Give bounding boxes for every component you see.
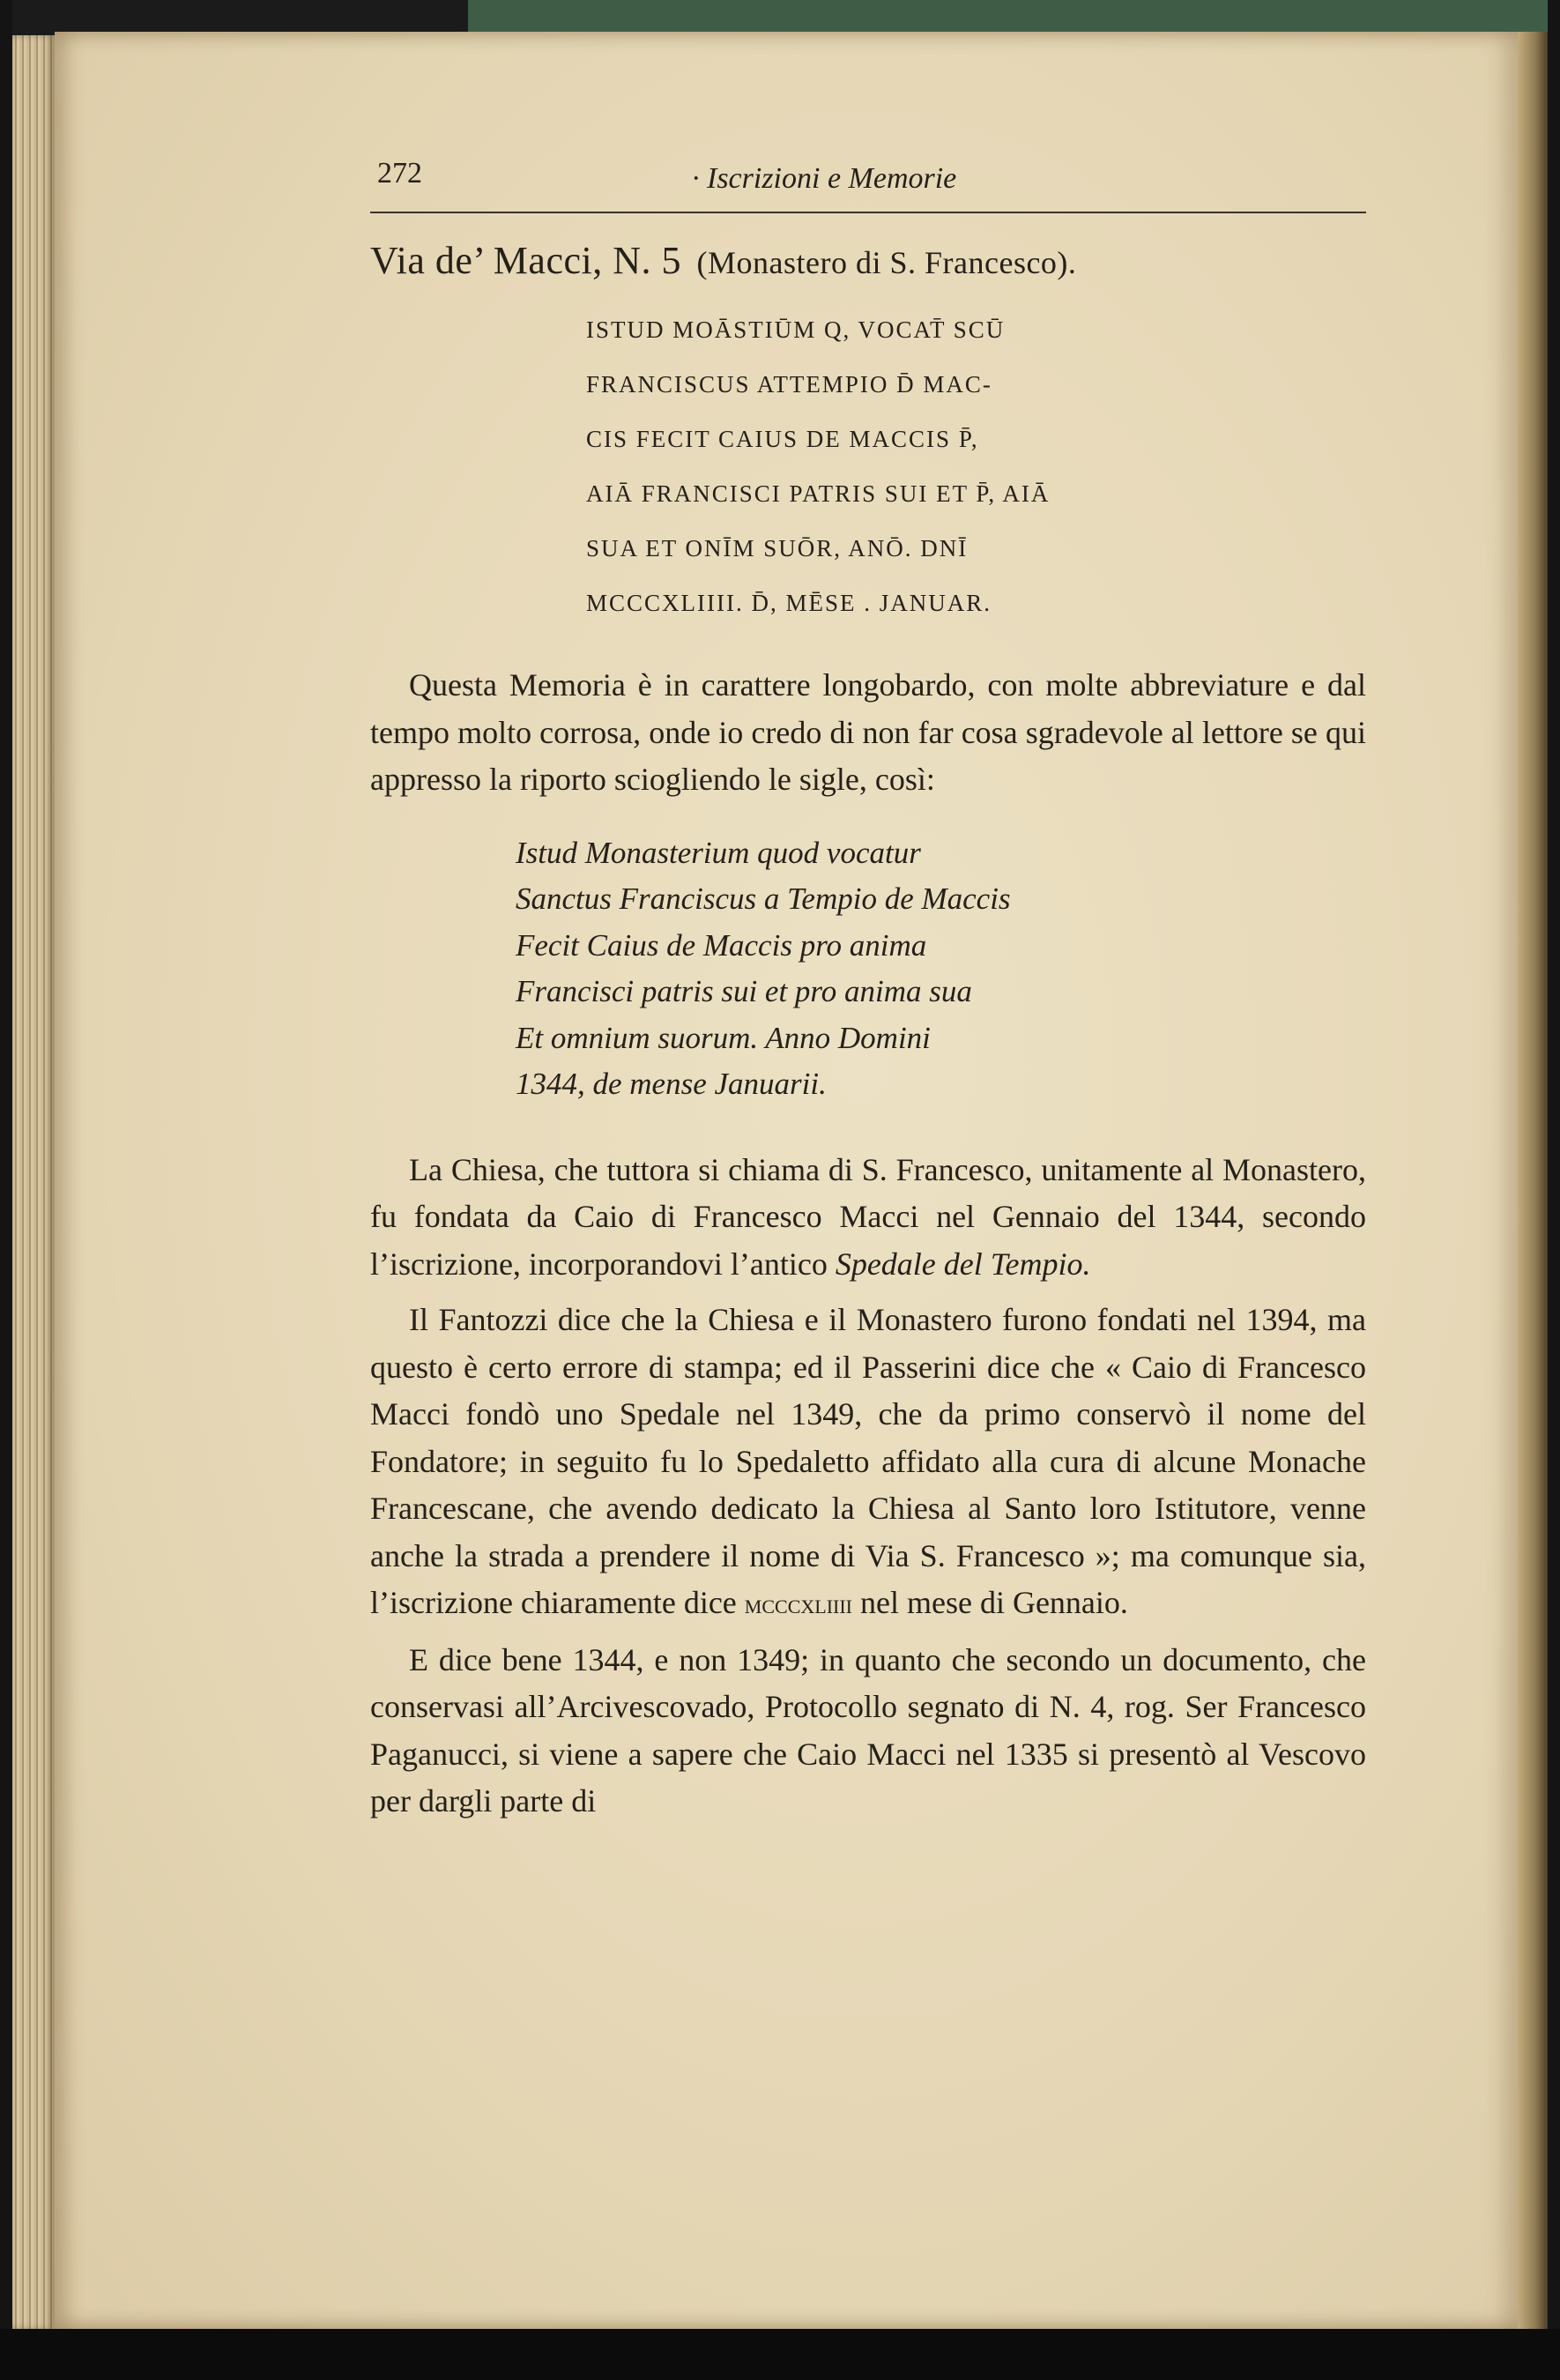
inscription-line: MCCCXLIIII. D̄, MĒSE . JANUAR.	[586, 590, 992, 616]
transcription-line: Istud Monasterium quod vocatur	[516, 835, 921, 870]
paragraph-memoria: Questa Memoria è in carattere longobardo, con molte abbreviature e dal tempo molto corrosa, onde io credo di non far cosa sgradevole al lettore se qui appresso la riporto sciogliendo le sigle, così:	[370, 667, 1366, 797]
scan-background-top	[0, 0, 1560, 35]
inscription-line: CIS FECIT CAIUS DE MACCIS P̄,	[586, 426, 979, 452]
paragraph-chiesa-text: La Chiesa, che tuttora si chiama di S. Francesco, unitamente al Monastero, fu fondata da Caio di Francesco Macci nel Gennaio del 1344, secondo l’iscrizione, incorporandovi l’antico	[370, 1151, 1366, 1282]
heading-sub: (Monastero di S. Francesco).	[696, 245, 1077, 280]
inscription-line: FRANCISCUS ATTEMPIO D̄ MAC-	[586, 371, 992, 398]
paragraph-fantozzi	[370, 1297, 1366, 1628]
page-number: 272	[377, 157, 422, 190]
paragraph-chiesa	[370, 1147, 1366, 1289]
inscription-line: SUA ET ONĪM SUŌR, ANŌ. DNĪ	[586, 535, 969, 562]
paragraph-fantozzi-tail: nel mese di Gennaio.	[852, 1585, 1128, 1620]
scan-background-bottom	[0, 2329, 1560, 2380]
section-heading	[370, 238, 1366, 283]
paragraph-fantozzi-text: Il Fantozzi dice che la Chiesa e il Monastero furono fondati nel 1394, ma questo è certo errore di stampa; ed il Passerini dice che « Caio di Francesco Macci fondò uno Spedale nel 1349, che da primo conservò il nome del Fondatore; in seguito fu lo Spedaletto affidato alla cura di alcune Monache Francescane, che avendo dedicato la Chiesa al Santo loro Istitutore, venne anche la strada a prendere il nome di Via S. Francesco »; ma comunque sia, l’iscrizione chiaramente dice	[370, 1302, 1366, 1620]
transcription-line: Fecit Caius de Maccis pro anima	[516, 927, 927, 963]
paragraph-fantozzi-date: mcccxliiii	[744, 1588, 852, 1619]
inscription-line: ISTUD MOĀSTIŪM Q, VOCAT̄ SCŪ	[586, 316, 1006, 343]
scan-background-left	[0, 0, 12, 2380]
paragraph-chiesa-italic: Spedale del Tempio.	[835, 1246, 1091, 1282]
transcription-line: Sanctus Franciscus a Tempio de Maccis	[516, 881, 1011, 916]
book-gutter	[1518, 32, 1548, 2329]
heading-main: Via de’ Macci, N. 5	[370, 239, 682, 282]
page-content	[370, 150, 1366, 1826]
paragraph-documento: E dice bene 1344, e non 1349; in quanto che secondo un documento, che conservasi all’Arcivescovado, Protocollo segnato di N. 4, rog. Ser Francesco Paganucci, si viene a sapere che Caio Macci nel 1335 si presentò al Vescovo per dargli parte di	[370, 1641, 1366, 1818]
scan-background-right	[1548, 0, 1560, 2380]
running-title: · Iscrizioni e Memorie	[692, 162, 957, 195]
running-head	[370, 150, 1366, 213]
inscription-block	[586, 302, 1366, 630]
book-page-edges	[12, 35, 55, 2329]
transcription-line: Et omnium suorum. Anno Domini	[516, 1020, 931, 1055]
transcription-line: 1344, de mense Januarii.	[516, 1067, 827, 1101]
transcription-line: Francisci patris sui et pro anima sua	[516, 974, 972, 1008]
inscription-line: AIĀ FRANCISCI PATRIS SUI ET P̄, AIĀ	[586, 480, 1051, 507]
transcription-block	[516, 830, 1366, 1108]
